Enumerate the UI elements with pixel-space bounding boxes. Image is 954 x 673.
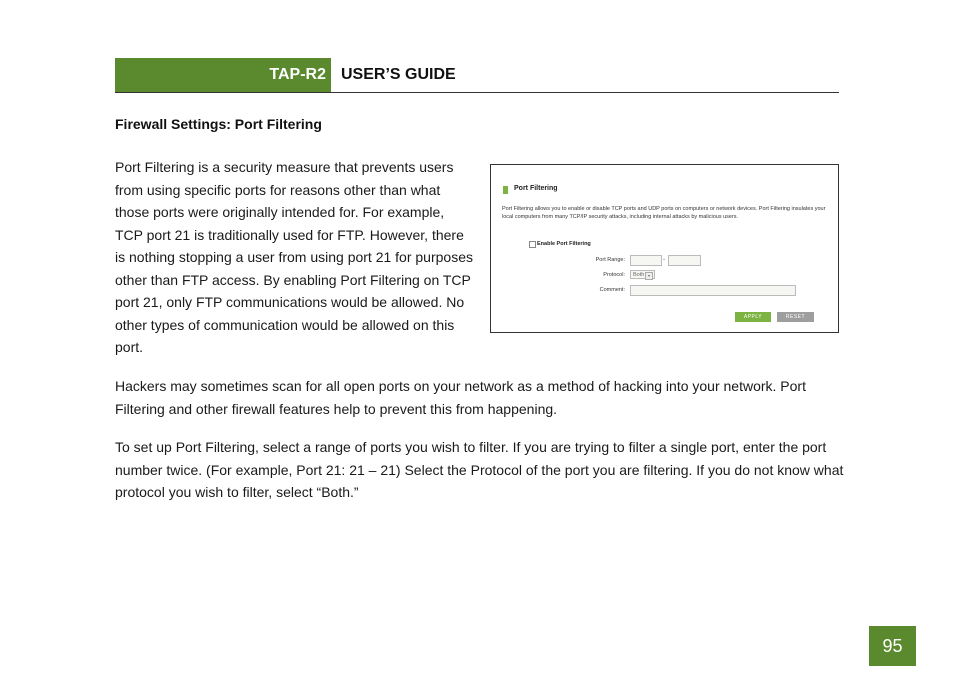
reset-button[interactable]: RESET [777,312,814,322]
range-separator: - [663,257,665,263]
screenshot-title: Port Filtering [514,185,558,192]
protocol-select[interactable] [630,270,655,279]
title-marker [503,186,508,194]
port-range-end-input[interactable] [668,255,701,266]
comment-input[interactable] [630,285,796,296]
setup-paragraph: To set up Port Filtering, select a range of ports you wish to filter. If you are trying to filter a single port, enter the port number twice. (For example, Port 21: 21 – 21) Select the Protocol of the port you are filtering. If you do not know what protocol you wish to filter, select “Both.” [115,439,844,500]
port-range-start-input[interactable] [630,255,662,266]
apply-button[interactable]: APPLY [735,312,771,322]
page-number: 95 [882,636,903,656]
intro-paragraph: Port Filtering is a security measure that prevents users from using specific ports for reasons other than what those ports were originally intended for. For example, TCP port 21 is traditionally used for FTP. However, there is nothing stopping a user from using port 21 for purposes other than FTP access. By enabling Port Filtering on TCP port 21, only FTP communications would be allowed. No other types of communication would be allowed on this port. [115,159,473,355]
guide-title: USER’S GUIDE [341,66,456,83]
enable-port-filtering-label: Enable Port Filtering [537,241,591,247]
screenshot-description: Port Filtering allows you to enable or disable TCP ports and UDP ports on computers or network devices. Port Filtering insulates your local computers from many TCP/IP security attacks, including internal attacks by malicious users. [502,206,826,220]
protocol-value: Both [633,272,645,278]
comment-label: Comment: [599,287,625,293]
port-range-label: Port Range: [595,257,625,263]
hackers-paragraph: Hackers may sometimes scan for all open ports on your network as a method of hacking into your network. Port Filtering and other firewall features help to prevent this from happening. [115,378,806,417]
port-filtering-screenshot [490,164,839,333]
enable-port-filtering-checkbox[interactable] [529,241,536,248]
protocol-label: Protocol: [603,272,625,278]
section-title: Firewall Settings: Port Filtering [115,116,322,132]
product-name: TAP-R2 [269,66,326,83]
chevron-down-icon: ▾ [645,272,653,280]
header-divider [115,92,839,93]
